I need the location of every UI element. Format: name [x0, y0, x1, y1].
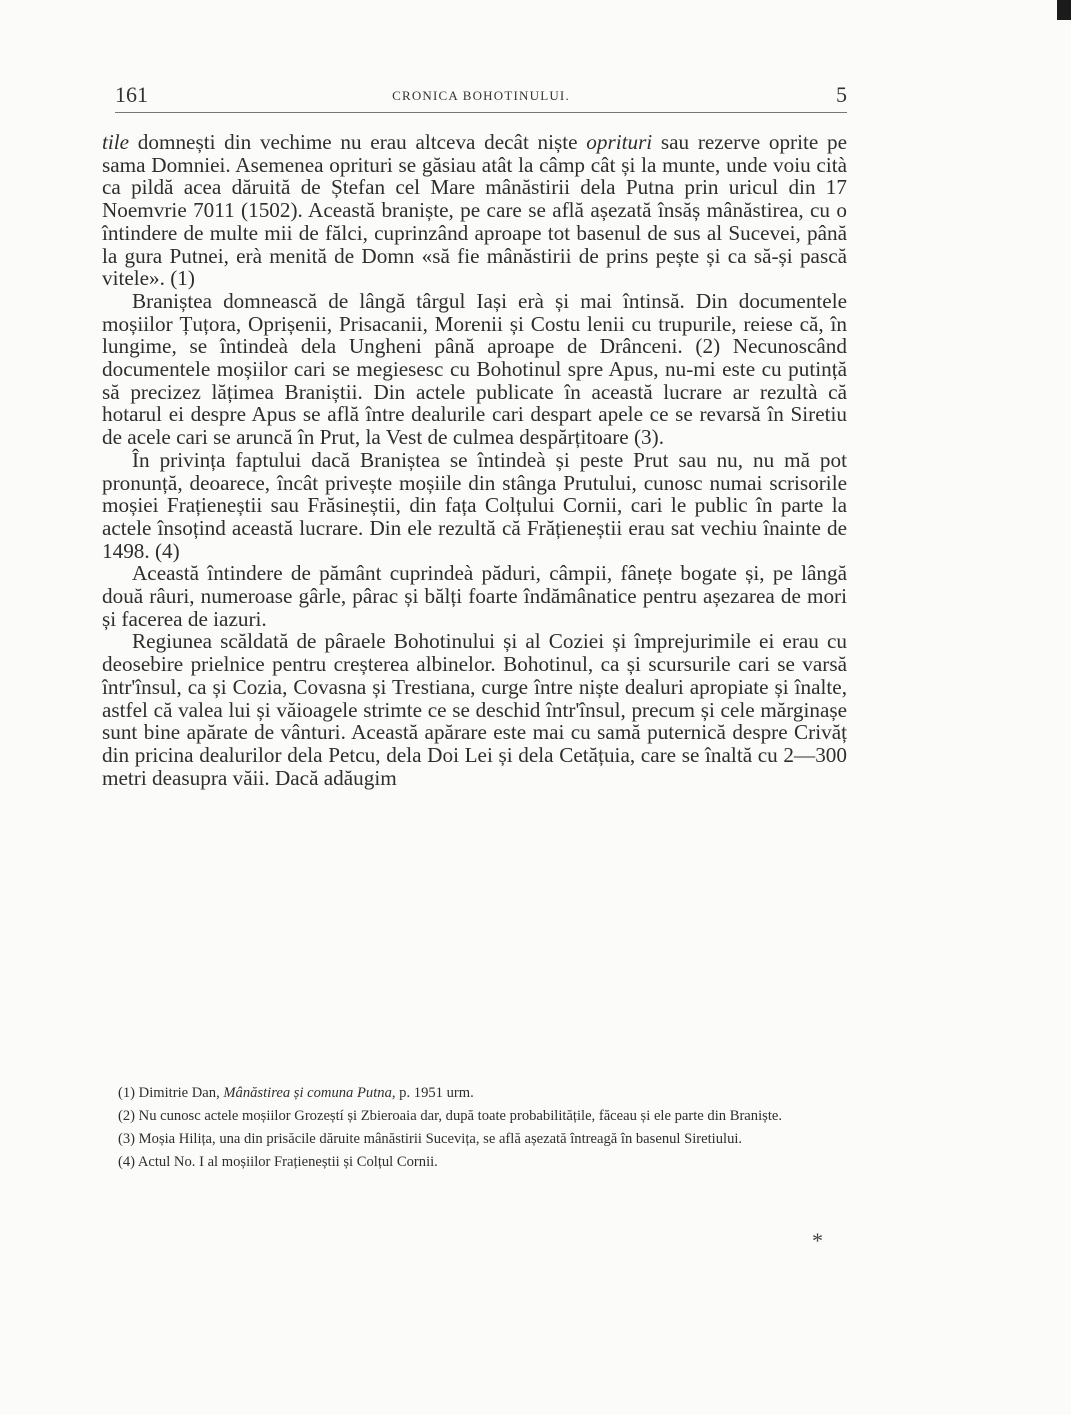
footnote-3: (3) Moșia Hilița, una din prisăcile dăruite mânăstirii Sucevița, se află așezată întreagă în basenul Siretiului.	[118, 1131, 743, 1147]
running-title: CRONICA BOHOTINULUI.	[392, 88, 570, 103]
footnote-book-title: Mânăstirea și comuna Putna	[223, 1085, 392, 1101]
scan-edge-mark	[1057, 0, 1071, 20]
end-ornament: *	[812, 1228, 823, 1253]
page-number: 161	[115, 82, 148, 107]
signature-number: 5	[836, 82, 847, 107]
paragraph-3: În privința faptului dacă Braniștea se întindeà și peste Prut sau nu, nu mă pot pronunță, deoarece, încât privește moșiile din stânga Prutului, cunosc numai scrisorile moșiei Frațieneștii sau Frăsineștii, din fața Colțului Cornii, cari le public în parte la actele însoțind această lucrare. Din ele rezultă că Frățieneștii erau sat vechiu înainte de 1498. (4)	[102, 447, 847, 563]
italic-word: tile	[102, 130, 130, 154]
page-header	[115, 80, 847, 110]
footnote-4: (4) Actul No. I al moșiilor Frațieneștii și Colțul Cornii.	[118, 1154, 438, 1170]
text-run: domnești din vechime nu erau altceva decât niște	[129, 130, 587, 154]
footnote-text: , p. 1951 urm.	[391, 1085, 474, 1101]
italic-term: oprituri	[586, 130, 653, 154]
main-text	[102, 131, 847, 789]
footnote-1	[102, 1083, 847, 1104]
footnote-text: (1) Dimitrie Dan,	[118, 1085, 224, 1101]
paragraph-2: Braniștea domnească de lângă târgul Iași erà și mai întinsă. Din documentele moșiilor Țuțora, Oprișenii, Prisacanii, Morenii și Costu lenii cu trupurile, reiese că, în lungime, se întindeà dela Ungheni până aproape de Drânceni. (2) Necunoscând documentele moșiilor cari se megiesesc cu Bohotinul spre Apus, nu-mi este cu putință să precizez lățimea Braniștii. Din actele publicate în această lucrare ar rezultà că hotarul ei despre Apus se află între dealurile cari despart apele ce se revarsă în Siretiu de acele cari se aruncă în Prut, la Vest de culmea despărțitoare (3).	[102, 288, 847, 450]
footnotes	[102, 1083, 847, 1173]
text-run: sau rezerve oprite pe sama Domniei. Asemenea oprituri se găsiau atât la câmp cât și la munte, unde voiu cità ca pildă acea dăruită de Ștefan cel Mare mânăstirii dela Putna prin uricul din 17 Noemvrie 7011 (1502). Această braniște, pe care se află așezată însăș mânăstirea, cu o întindere de multe mii de fălci, cuprinzând aproape tot basenul de sus al Sucevei, până la gura Putnei, erà menită de Domn «să fie mânăstirii de prins pește și ca să-și pască vitele». (1)	[102, 130, 847, 291]
paragraph-4: Această întindere de pământ cuprindeà păduri, câmpii, fânețe bogate și, pe lângă două râuri, numeroase gârle, pârac și bălți foarte îndămânatice pentru așezarea de mori și facerea de iazuri.	[102, 561, 847, 631]
paragraph-1	[102, 131, 847, 290]
footnote-2: (2) Nu cunosc actele moșiilor Grozeștí și Zbieroaia dar, după toate probabilitățile, făceau și ele parte din Braniște.	[118, 1108, 782, 1124]
paragraph-5: Regiunea scăldată de pâraele Bohotinului și al Coziei și împrejurimile ei erau cu deosebire prielnice pentru creșterea albinelor. Bohotinul, ca și scursurile cari se varsă într'însul, ca și Cozia, Covasna și Trestiana, curge între niște dealuri apropiate și înalte, astfel că valea lui și văioagele strimte ce se deschid într'însul, precum și cele mărginașe sunt bine apărate de vânturi. Această apărare este mai cu samă puternică despre Crivăț din pricina dealurilor dela Petcu, dela Doi Lei și dela Cetățuia, care se înaltă cu 2—300 metri deasupra văii. Dacă adăugim	[102, 629, 847, 790]
header-rule	[115, 112, 847, 113]
